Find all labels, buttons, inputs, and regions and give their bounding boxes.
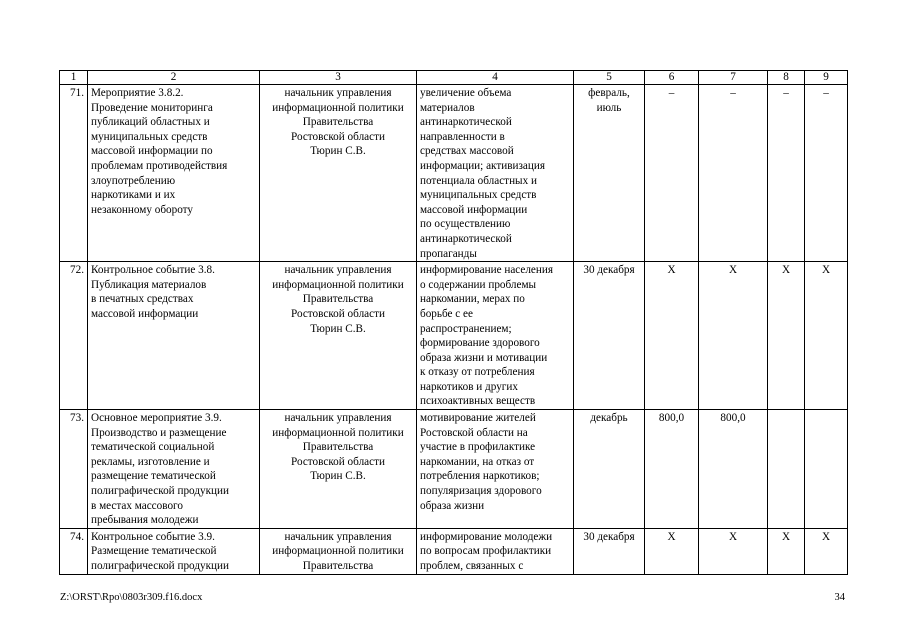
result-cell-line: увеличение объема — [420, 87, 512, 99]
event-cell-line: размещение тематической — [91, 470, 216, 483]
header-cell-8: 8 — [768, 71, 805, 85]
responsible-cell-line: начальник управления — [284, 264, 392, 277]
responsible-cell — [260, 528, 417, 574]
header-cell-9: 9 — [805, 71, 848, 85]
date-cell — [574, 410, 645, 529]
responsible-cell-line: информационной политики — [272, 426, 404, 439]
event-cell-line: Контрольное событие 3.9. — [91, 530, 215, 543]
header-cell-4: 4 — [417, 71, 574, 85]
responsible-cell-line: Тюрин С.В. — [310, 322, 366, 335]
result-cell-line: средствах массовой — [420, 145, 514, 158]
date-cell-line: 30 декабря — [583, 264, 635, 277]
header-cell-2: 2 — [88, 71, 260, 85]
date-cell — [574, 85, 645, 262]
event-cell-line: рекламы, изготовление и — [91, 455, 210, 468]
table-viewport — [59, 70, 848, 580]
header-cell-6: 6 — [645, 71, 699, 85]
date-cell — [574, 262, 645, 410]
responsible-cell-line: информационной политики — [272, 278, 404, 291]
result-cell-line: Ростовской области на — [420, 426, 528, 439]
event-cell-line: проблемам противодействия — [91, 159, 228, 172]
result-cell-line: потенциала областных и — [420, 174, 537, 187]
result-cell-line: проблем, связанных с — [420, 560, 524, 572]
value-cell-6: 800,0 — [645, 410, 699, 529]
event-cell-line: в печатных средствах — [91, 293, 194, 306]
table-row — [60, 410, 848, 529]
event-cell-line: муниципальных средств — [91, 130, 208, 143]
event-cell-line: массовой информации по — [91, 145, 213, 158]
event-cell — [88, 528, 260, 574]
event-cell — [88, 410, 260, 529]
result-cell-line: участие в профилактике — [420, 441, 536, 454]
result-cell — [417, 528, 574, 574]
date-cell-line: декабрь — [590, 412, 628, 425]
header-row — [60, 71, 848, 85]
event-cell-line: Размещение тематической — [91, 545, 217, 558]
header-cell-3: 3 — [260, 71, 417, 85]
responsible-cell-line: Правительства — [302, 441, 374, 454]
responsible-cell — [260, 262, 417, 410]
date-cell — [574, 528, 645, 574]
result-cell-line: массовой информации — [420, 203, 528, 216]
row-number-cell: 74. — [60, 528, 88, 574]
value-cell-8: – — [768, 85, 805, 262]
result-cell-line: образа жизни и мотивации — [420, 351, 548, 364]
event-cell-line: массовой информации — [91, 307, 199, 320]
program-events-table — [59, 70, 848, 575]
result-cell-line: наркомании, мерах по — [420, 293, 525, 306]
result-cell-line: пропаганды — [420, 247, 477, 260]
result-cell-line: антинаркотической — [420, 232, 512, 245]
value-cell-6: – — [645, 85, 699, 262]
result-cell-line: по вопросам профилактики — [420, 545, 552, 558]
value-cell-8: X — [768, 262, 805, 410]
event-cell-line: пребывания молодежи — [91, 514, 199, 527]
responsible-cell-line: Правительства — [302, 293, 374, 306]
event-cell-line: Контрольное событие 3.8. — [91, 264, 215, 277]
event-cell — [88, 262, 260, 410]
result-cell-line: формирование здорового — [420, 337, 540, 350]
event-cell-line: публикаций областных и — [91, 116, 210, 129]
date-cell-line: 30 декабря — [583, 530, 635, 543]
footer-file-path: Z:\ORST\Rpo\0803r309.f16.docx — [60, 592, 203, 603]
header-cell-7: 7 — [699, 71, 768, 85]
event-cell-line: злоупотреблению — [91, 174, 176, 187]
result-cell-line: популяризация здорового — [420, 485, 542, 498]
event-cell-line: Основное мероприятие 3.9. — [91, 412, 222, 425]
responsible-cell-line: Правительства — [302, 560, 374, 572]
result-cell — [417, 410, 574, 529]
result-cell-line: мотивирование жителей — [420, 412, 536, 425]
value-cell-7: X — [699, 262, 768, 410]
date-cell-line: февраль, — [588, 87, 630, 99]
result-cell — [417, 85, 574, 262]
result-cell-line: информирование молодежи — [420, 530, 553, 543]
responsible-cell-line: информационной политики — [272, 545, 404, 558]
result-cell-line: информации; активизация — [420, 159, 545, 172]
event-cell-line: незаконному обороту — [91, 203, 194, 216]
responsible-cell-line: информационной политики — [272, 101, 404, 114]
event-cell-line: наркотиками и их — [91, 189, 176, 202]
result-cell-line: потребления наркотиков; — [420, 470, 540, 483]
result-cell-line: распространением; — [420, 322, 512, 335]
row-number-cell: 73. — [60, 410, 88, 529]
value-cell-7: X — [699, 528, 768, 574]
responsible-cell — [260, 85, 417, 262]
result-cell — [417, 262, 574, 410]
table-row — [60, 528, 848, 574]
event-cell-line: тематической социальной — [91, 441, 215, 454]
result-cell-line: материалов — [420, 101, 475, 114]
responsible-cell-line: Ростовской области — [291, 307, 385, 320]
result-cell-line: о содержании проблемы — [420, 278, 537, 291]
responsible-cell — [260, 410, 417, 529]
result-cell-line: по осуществлению — [420, 218, 511, 231]
result-cell-line: направленности в — [420, 130, 505, 143]
value-cell-9 — [805, 410, 848, 529]
responsible-cell-line: Правительства — [302, 116, 374, 129]
result-cell-line: к отказу от потребления — [420, 366, 535, 379]
responsible-cell-line: начальник управления — [284, 87, 392, 99]
responsible-cell-line: начальник управления — [284, 530, 392, 543]
responsible-cell-line: начальник управления — [284, 412, 392, 425]
responsible-cell-line: Тюрин С.В. — [310, 145, 366, 158]
header-cell-5: 5 — [574, 71, 645, 85]
value-cell-9: – — [805, 85, 848, 262]
event-cell-line: Публикация материалов — [91, 278, 207, 291]
result-cell-line: наркомании, на отказ от — [420, 455, 535, 468]
responsible-cell-line: Тюрин С.В. — [310, 470, 366, 483]
value-cell-7: 800,0 — [699, 410, 768, 529]
table-row — [60, 85, 848, 262]
table-body — [60, 85, 848, 575]
row-number-cell: 72. — [60, 262, 88, 410]
value-cell-7: – — [699, 85, 768, 262]
event-cell-line: Мероприятие 3.8.2. — [91, 87, 184, 99]
event-cell-line: полиграфической продукции — [91, 560, 230, 572]
result-cell-line: образа жизни — [420, 499, 485, 512]
date-cell-line: июль — [596, 101, 622, 114]
event-cell-line: Проведение мониторинга — [91, 101, 213, 114]
value-cell-9: X — [805, 262, 848, 410]
event-cell-line: полиграфической продукции — [91, 485, 230, 498]
value-cell-6: X — [645, 262, 699, 410]
value-cell-8 — [768, 410, 805, 529]
result-cell-line: муниципальных средств — [420, 189, 537, 202]
responsible-cell-line: Ростовской области — [291, 455, 385, 468]
result-cell-line: борьбе с ее — [420, 307, 473, 320]
result-cell-line: психоактивных веществ — [420, 395, 536, 408]
row-number-cell: 71. — [60, 85, 88, 262]
event-cell — [88, 85, 260, 262]
header-cell-1: 1 — [60, 71, 88, 85]
value-cell-8: X — [768, 528, 805, 574]
result-cell-line: наркотиков и других — [420, 380, 518, 393]
value-cell-9: X — [805, 528, 848, 574]
footer-page-number: 34 — [834, 592, 845, 603]
table-row — [60, 262, 848, 410]
value-cell-6: X — [645, 528, 699, 574]
result-cell-line: информирование населения — [420, 264, 554, 277]
event-cell-line: в местах массового — [91, 499, 183, 512]
result-cell-line: антинаркотической — [420, 116, 512, 129]
event-cell-line: Производство и размещение — [91, 426, 227, 439]
responsible-cell-line: Ростовской области — [291, 130, 385, 143]
